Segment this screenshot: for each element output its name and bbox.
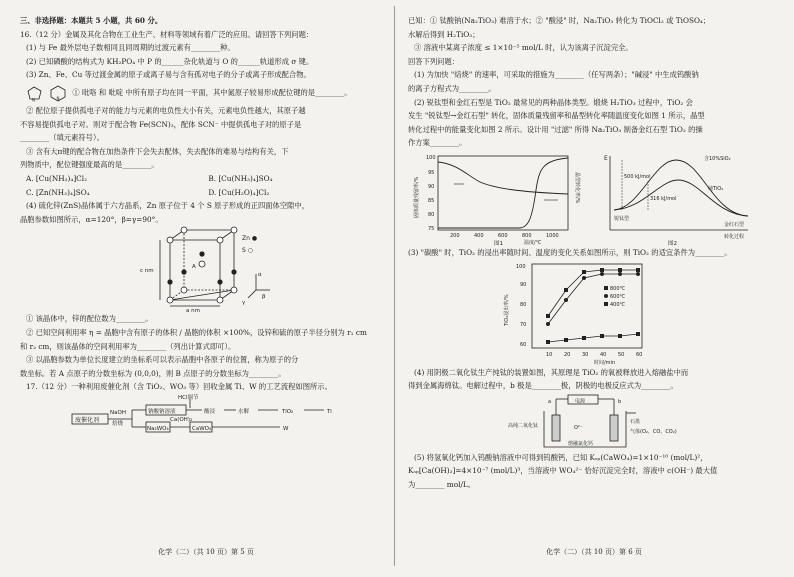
section-title: 三、非选择题：本题共 5 小题，共 60 分。 bbox=[20, 16, 163, 25]
flow-naoh: NaOH bbox=[110, 409, 126, 416]
cell-ion: O²⁻ bbox=[574, 424, 583, 431]
q17-line: ③ 溶液中某离子浓度 ≤ 1×10⁻⁵ mol/L 时，认为该离子沉淀完全。 bbox=[414, 43, 633, 53]
fig3-ylabel: TiO₂浸出率/% bbox=[504, 293, 510, 326]
fig2-ylabel: E bbox=[604, 154, 608, 162]
flow-na2wo4: Na₂WO₄ bbox=[147, 425, 169, 432]
option-d: D. [Cu(H₂O)₄]Cl₂ bbox=[208, 187, 270, 197]
svg-text:400: 400 bbox=[474, 232, 484, 239]
cell-a: a bbox=[548, 398, 552, 405]
q17-line: (4) 用阴极二氧化钛生产纯钛的装置如图，其原理是 TiO₂ 的氧被释放进入熔融盐中而 bbox=[414, 367, 689, 377]
q16-line: ③ 以晶胞参数为单位长度建立的坐标系可以表示晶胞中各原子的位置，称为原子的分 bbox=[26, 355, 299, 365]
svg-text:80: 80 bbox=[428, 211, 435, 218]
svg-text:20: 20 bbox=[564, 351, 571, 358]
fig3-xlabel: 时间/min bbox=[594, 359, 616, 366]
svg-text:80: 80 bbox=[520, 301, 527, 308]
s-legend: S ○ bbox=[242, 247, 253, 255]
fig2-anatase: 锐钛型 bbox=[614, 215, 630, 222]
cell-power: 电源 bbox=[575, 398, 586, 405]
q17-line: (5) 将氢氧化钙加入钨酸钠溶液中可得到钨酸钙，已知 Kₛₚ(CaWO₄)=1×10⁻¹⁰ (mol/L)²， bbox=[414, 452, 708, 462]
zns-unit-cell-diagram bbox=[20, 226, 392, 312]
svg-text:75: 75 bbox=[428, 225, 435, 232]
svg-text:95: 95 bbox=[428, 169, 435, 176]
flow-tio2: TiO₂ bbox=[282, 408, 294, 415]
q17-line: 17.（12 分）一种利用废催化剂（含 TiO₂、WO₃ 等）回收金属 Ti、W 的工艺流程如图所示。 bbox=[26, 382, 332, 392]
q17-line: 为________ mol/L。 bbox=[408, 479, 476, 489]
leach-rate-figure bbox=[408, 260, 780, 366]
q16-line: (3) Zn、Fe、Cu 等过渡金属的原子或离子易与含有孤对电子的分子或离子形成配合物。 bbox=[26, 70, 311, 80]
q17-line: 水解后得到 H₂TiO₃； bbox=[408, 29, 480, 39]
q17-line: 已知：① 钛酸钠(Na₂TiO₃) 难溶于水；② "酸浸" 时，Na₂TiO₃ 转化为 TiOCl₂ 或 TiOSO₄； bbox=[408, 16, 711, 25]
svg-text:10: 10 bbox=[546, 351, 553, 358]
q16-line: ② 已知空间利用率 η = 晶胞中含有原子的体积 / 晶胞的体积 ×100%，设锌和硫的原子半径分别为 r₁ cm bbox=[26, 327, 367, 337]
gamma-label: γ bbox=[242, 300, 246, 307]
page-footer-right: 化学（二）（共 10 页）第 6 页 bbox=[546, 548, 642, 557]
svg-text:1000: 1000 bbox=[546, 232, 559, 239]
fig1-left-ylabel: 固体质量残留率/% bbox=[414, 176, 420, 218]
electrolysis-figure bbox=[408, 393, 780, 451]
svg-text:85: 85 bbox=[428, 197, 435, 204]
svg-text:90: 90 bbox=[428, 183, 435, 190]
fig1-caption: 图1 bbox=[494, 240, 503, 246]
option-row bbox=[20, 186, 392, 200]
q16-line: 不容易提供孤电子对。则对于配合物 Fe(SCN)₃，配体 SCN⁻ 中提供孤电子对的原子是 bbox=[20, 119, 302, 129]
fig2-note2: 纯TiO₂ bbox=[708, 185, 724, 192]
q16-line: (1) 与 Fe 最外层电子数相同且同周期的过渡元素有________种。 bbox=[26, 43, 235, 53]
q16-line: ② 配位原子提供孤电子对的能力与元素的电负性大小有关，元素电负性越大，其原子越 bbox=[26, 105, 306, 115]
option-a: A. [Cu(NH₃)₄]Cl₂ bbox=[26, 173, 88, 183]
q17-line: 的离子方程式为________。 bbox=[408, 83, 496, 93]
q16-line: 列物质中，配位键强度最高的是________。 bbox=[20, 160, 159, 170]
q16-line: 和 r₂ cm，则该晶体的空间利用率为________（列出计算式即可）。 bbox=[20, 341, 236, 351]
page-gutter bbox=[394, 6, 395, 566]
fig2-low-energy: 316 kJ/mol bbox=[650, 195, 677, 202]
pyrrole-pyridine-structure-icon bbox=[26, 84, 70, 102]
q16-line: ③ 含有大π键的配合物在加热条件下会失去配体，失去配体的难易与结构有关，下 bbox=[26, 146, 289, 156]
svg-text:70: 70 bbox=[520, 321, 527, 328]
beta-label: β bbox=[262, 294, 266, 301]
unit-cell-figure bbox=[20, 226, 392, 312]
point-a-label: A bbox=[192, 264, 196, 271]
fig1-right-ylabel: 晶型转化率/% bbox=[574, 171, 580, 204]
svg-text:100: 100 bbox=[516, 263, 526, 270]
flow-start: 废催化剂 bbox=[75, 416, 100, 424]
svg-text:60: 60 bbox=[636, 351, 643, 358]
q16-line: 晶胞参数如图所示，α=120°，β=γ=90°。 bbox=[20, 214, 163, 224]
svg-text:90: 90 bbox=[520, 281, 527, 288]
option-b: B. [Cu(NH₃)₄]SO₄ bbox=[208, 173, 273, 183]
left-page bbox=[20, 14, 392, 557]
right-page bbox=[408, 14, 780, 557]
q16-line: (4) 硫化锌(ZnS)晶体属于六方晶系，Zn 原子位于 4 个 S 原子形成的正四面体空隙中， bbox=[26, 201, 310, 211]
q16-line: 16.（12 分）金属及其化合物在工业生产、材料等领域有着广泛的应用。请回答下列问题： bbox=[20, 29, 314, 39]
svg-text:600: 600 bbox=[498, 232, 508, 239]
q16-ring-line: N N ① 吡咯 和 吡啶 中所有原子均在同一平面，其中氮原子较易形成配位键的是________。 bbox=[20, 82, 392, 104]
svg-text:800: 800 bbox=[522, 232, 532, 239]
svg-text:N: N bbox=[32, 97, 35, 102]
flow-ti: Ti bbox=[327, 408, 332, 415]
flow-hcl: HCl调节 bbox=[178, 394, 199, 401]
flow-acid: 酸浸 bbox=[204, 408, 216, 415]
option-c: C. [Zn(NH₃)₄]SO₄ bbox=[26, 187, 90, 197]
cell-b: b bbox=[618, 398, 622, 405]
q17-line: 作方案________。 bbox=[408, 138, 467, 148]
flow-w: W bbox=[283, 425, 289, 432]
q16-line: ________（填元素符号）。 bbox=[20, 133, 104, 143]
fig2-rutile: 金红石型 bbox=[724, 221, 745, 228]
legend-600: 600℃ bbox=[610, 293, 626, 300]
process-flowchart bbox=[20, 394, 392, 434]
figures-1-2 bbox=[408, 150, 780, 246]
cell-gas: 气体(O₂、CO、CO₂) bbox=[630, 428, 677, 435]
q17-line: (1) 为加快 "焙烧" 的速率，可采取的措施为________（任写两条）；"碱浸" 中生成钨酸钠 bbox=[414, 70, 699, 80]
option-row bbox=[20, 172, 392, 186]
svg-text:40: 40 bbox=[600, 351, 607, 358]
cell-left-label: 高纯二氧化钛 bbox=[508, 422, 539, 429]
q17-line: 发生 "锐钛型→金红石型" 转化，固体质量残留率和晶型转化率随温度变化如图 1 所示，晶型 bbox=[408, 111, 705, 121]
flow-cawo4: CaWO₄ bbox=[192, 425, 212, 432]
svg-text:100: 100 bbox=[426, 154, 436, 161]
q17-line: 得到金属海绵钛。电解过程中，b 极是________极，阴极的电极反应式为________。 bbox=[408, 381, 678, 391]
flow-hydro: 水解 bbox=[238, 408, 250, 415]
leach-rate-chart bbox=[408, 260, 780, 366]
legend-800: 800℃ bbox=[610, 285, 626, 292]
fig2-xlabel: 转化过程 bbox=[724, 233, 745, 240]
q17-line: 回答下列问题： bbox=[408, 56, 460, 66]
svg-text:200: 200 bbox=[450, 232, 460, 239]
svg-text:60: 60 bbox=[520, 341, 527, 348]
svg-text:30: 30 bbox=[582, 351, 589, 358]
page-footer-left: 化学（二）（共 10 页）第 5 页 bbox=[158, 548, 254, 557]
fig2-note1: 含10%SiO₂ bbox=[704, 155, 731, 162]
fig2-high-energy: 500 kJ/mol bbox=[624, 173, 651, 180]
svg-text:N: N bbox=[56, 95, 60, 101]
process-flow-diagram bbox=[20, 394, 392, 434]
fig2-caption: 图2 bbox=[668, 240, 677, 246]
q17-line: Kₛₚ[Ca(OH)₂]=4×10⁻⁷ (mol/L)³，当溶液中 WO₄²⁻ 恰好沉淀完全时，溶液中 c(OH⁻) 最大值 bbox=[408, 466, 718, 476]
flow-leach: 钠酸钠溶液 bbox=[148, 408, 176, 415]
q17-line: 转化过程中的能量变化如图 2 所示。设计用 "过滤" 所得 Na₂TiO₃ 制备金红石型 TiO₂ 的操 bbox=[408, 124, 703, 134]
svg-text:50: 50 bbox=[618, 351, 625, 358]
cell-salt: 熔融氯化钙 bbox=[568, 440, 594, 447]
electrolysis-cell-diagram bbox=[408, 393, 780, 451]
c-axis-label: c nm bbox=[140, 268, 154, 275]
flow-roast: 焙烧 bbox=[112, 420, 124, 427]
tga-and-energy-charts bbox=[408, 150, 780, 246]
fig1-xlabel: 温度/℃ bbox=[524, 239, 542, 246]
q16-line: (2) 已知磷酸的结构式为 KH₂PO₄ 中 P 的______杂化轨道与 O 的______轨道形成 σ 键。 bbox=[26, 56, 314, 66]
legend-400: 400℃ bbox=[610, 301, 626, 308]
q17-line: (3) "碳酸" 时，TiO₂ 的浸出率随时间、温度的变化关系如图所示，则 TiO₂ 的适宜条件为________。 bbox=[408, 247, 732, 257]
a-axis-label: a nm bbox=[186, 308, 200, 313]
cell-right-label: 石墨 bbox=[630, 418, 641, 425]
q17-line: (2) 锐钛型和金红石型是 TiO₂ 最常见的两种晶体类型。煅烧 H₂TiO₃ 过程中，TiO₂ 会 bbox=[414, 97, 693, 107]
alpha-label: α bbox=[258, 272, 262, 279]
flow-caoh: Ca(OH)₂ bbox=[170, 416, 193, 423]
q16-line: ① 该晶体中，锌的配位数为________。 bbox=[26, 314, 153, 324]
zn-legend: Zn ● bbox=[242, 235, 258, 243]
q16-line: 数坐标。若 A 点原子的分数坐标为 (0,0,0)，则 B 点原子的分数坐标为________。 bbox=[20, 368, 286, 378]
